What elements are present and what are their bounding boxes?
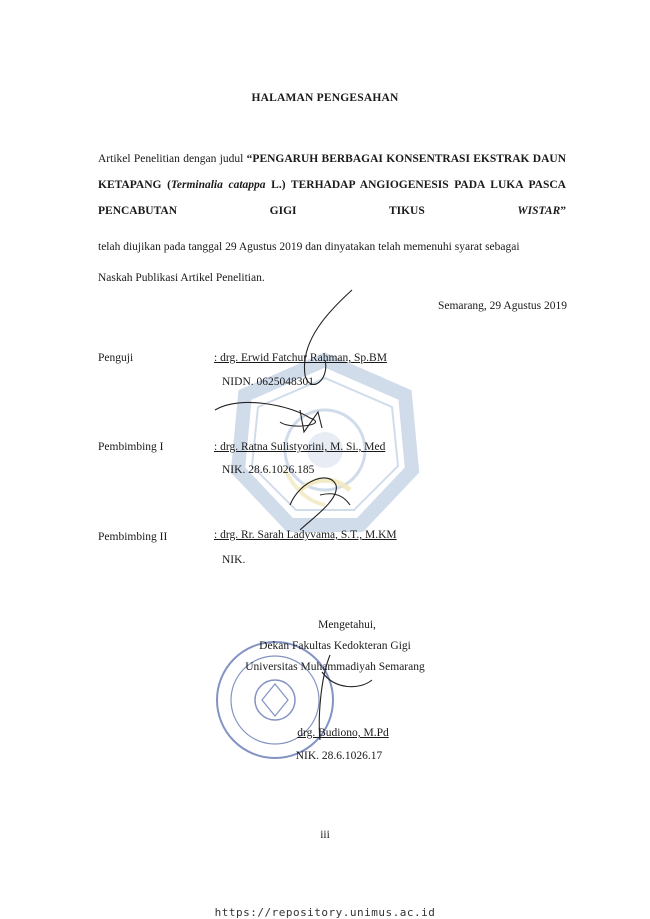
intro-line2: telah diujikan pada tanggal 29 Agustus 2019 dan dinyatakan telah memenuhi syarat sebagai (98, 241, 520, 253)
examiner-name: : drg. Erwid Fatchur Rahman, Sp.BM (214, 352, 387, 364)
supervisor2-id: NIK. (222, 554, 246, 566)
supervisor2-name: : drg. Rr. Sarah Ladyvama, S.T., M.KM (214, 529, 397, 541)
examiner-role: Penguji (98, 352, 134, 364)
examiner-id: NIDN. 0625048301 (222, 376, 314, 388)
supervisor1-id: NIK. 28.6.1026.185 (222, 464, 315, 476)
approval-known: Mengetahui, (318, 619, 376, 631)
page-number: iii (320, 829, 330, 841)
faculty-stamp-icon (217, 642, 333, 758)
article-title-italic: Terminalia catappa (170, 179, 266, 191)
page-title: HALAMAN PENGESAHAN (251, 92, 399, 104)
dean-id: NIK. 28.6.1026.17 (295, 750, 383, 762)
article-title-part1: “PENGARUH BERBAGAI KONSENTRASI EKSTRAK DAUN KETAPANG ( (98, 153, 566, 191)
article-title-end: ” (560, 205, 566, 217)
article-title-part2: L.) TERHADAP ANGIOGENESIS PADA LUKA PASCA PENCABUTAN GIGI TIKUS (98, 179, 566, 217)
supervisor2-role: Pembimbing II (98, 531, 168, 543)
intro-line3: Naskah Publikasi Artikel Penelitian. (98, 272, 265, 284)
supervisor1-name: : drg. Ratna Sulistyorini, M. Si., Med (214, 441, 386, 453)
approval-university: Universitas Muhammadiyah Semarang (245, 661, 425, 673)
supervisor1-role: Pembimbing I (98, 441, 164, 453)
article-title-italic2: WISTAR (517, 205, 561, 217)
place-date: Semarang, 29 Agustus 2019 (437, 300, 567, 312)
intro-prefix: Artikel Penelitian dengan judul (98, 153, 247, 165)
intro-paragraph (98, 146, 566, 224)
dean-name: drg. Budiono, M.Pd (297, 727, 389, 739)
approval-position: Dekan Fakultas Kedokteran Gigi (259, 640, 411, 652)
repository-url[interactable]: https://repository.unimus.ac.id (214, 906, 436, 919)
